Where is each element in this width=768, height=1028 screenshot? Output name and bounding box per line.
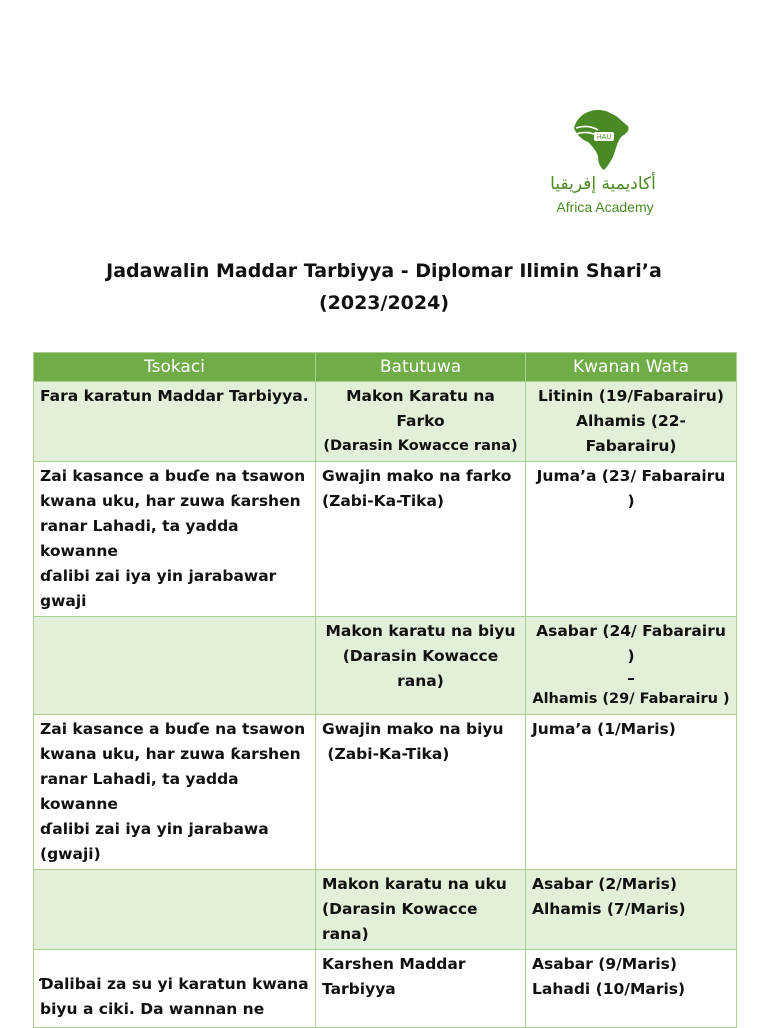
cell-batutuwa — [316, 462, 526, 617]
cell-text: Alhamis (29/ Fabarairu ) — [532, 691, 730, 707]
logo-badge: HAU — [596, 134, 612, 141]
cell-kwanan-wata — [526, 462, 737, 617]
table-header-row — [34, 353, 737, 382]
schedule-table — [33, 352, 737, 1028]
cell-batutuwa — [316, 715, 526, 870]
cell-text: Lahadi (10/Maris) — [532, 980, 686, 998]
table-row — [34, 715, 737, 870]
cell-batutuwa — [316, 950, 526, 1028]
cell-text: ranar Lahadi, ta yadda kowanne — [40, 517, 239, 560]
cell-tsokaci — [34, 462, 316, 617]
cell-text: Asabar (2/Maris) — [532, 875, 677, 893]
page-title: Jadawalin Maddar Tarbiyya - Diplomar Ilimin Shari’a — [106, 260, 662, 282]
cell-text: ranar Lahadi, ta yadda kowanne — [40, 770, 239, 813]
cell-text: rana) — [397, 672, 444, 690]
header-tsokaci: Tsokaci — [34, 353, 316, 382]
cell-tsokaci — [34, 617, 316, 715]
cell-tsokaci — [34, 870, 316, 950]
cell-kwanan-wata — [526, 715, 737, 870]
cell-text: Zai kasance a buɗe na tsawon — [40, 467, 306, 485]
cell-tsokaci — [34, 950, 316, 1028]
table-row — [34, 462, 737, 617]
cell-text: Ɗalibai za su yi karatun kwana — [40, 975, 309, 993]
cell-text: (Darasin Kowacce rana) — [323, 438, 518, 454]
cell-kwanan-wata — [526, 950, 737, 1028]
africa-academy-logo — [540, 100, 670, 220]
page-subtitle-year: (2023/2024) — [318, 292, 450, 314]
cell-text: Gwajin mako na farko — [322, 467, 512, 485]
cell-text: Juma’a (23/ Fabarairu ) — [536, 467, 726, 510]
cell-text: (gwaji) — [40, 845, 101, 863]
cell-text: Juma’a (1/Maris) — [532, 720, 676, 738]
cell-text: gwaji — [40, 592, 87, 610]
cell-text: Gwajin mako na biyu — [322, 720, 504, 738]
cell-text: Zai kasance a buɗe na tsawon — [40, 720, 306, 738]
table-row — [34, 617, 737, 715]
cell-tsokaci — [34, 715, 316, 870]
cell-text: – — [627, 669, 635, 687]
cell-text: ɗalibi zai iya yin jarabawa — [40, 820, 269, 838]
cell-text: Asabar (24/ Fabarairu ) — [536, 622, 726, 665]
logo-text-arabic: أكاديمية إفريقيا — [550, 174, 656, 194]
cell-text: Litinin (19/Fabarairu) — [538, 387, 724, 405]
africa-map-icon — [568, 104, 640, 176]
cell-kwanan-wata — [526, 382, 737, 462]
cell-text: Makon karatu na uku — [322, 875, 507, 893]
cell-text: rana) — [322, 925, 369, 943]
cell-text: kwana uku, har zuwa ƙarshen — [40, 492, 301, 510]
cell-text: Tarbiyya — [322, 980, 396, 998]
cell-kwanan-wata — [526, 870, 737, 950]
cell-text: Makon Karatu na Farko — [346, 387, 495, 430]
header-batutuwa: Batutuwa — [316, 353, 526, 382]
cell-text: kwana uku, har zuwa ƙarshen — [40, 745, 301, 763]
cell-text: (Darasin Kowacce — [342, 647, 499, 665]
logo-text-english: Africa Academy — [556, 199, 654, 215]
header-kwanan-wata: Kwanan Wata — [526, 353, 737, 382]
table-row — [34, 950, 737, 1028]
cell-text: biyu a ciki. Da wannan ne — [40, 1000, 265, 1018]
cell-batutuwa — [316, 870, 526, 950]
cell-text: (Zabi-Ka-Tika) — [322, 745, 450, 763]
cell-text: Alhamis (7/Maris) — [532, 900, 686, 918]
cell-text: (Zabi-Ka-Tika) — [322, 492, 444, 510]
cell-text: Makon karatu na biyu — [325, 622, 516, 640]
cell-text: ɗalibi zai iya yin jarabawar — [40, 567, 277, 585]
cell-text: Asabar (9/Maris) — [532, 955, 677, 973]
cell-text: Karshen Maddar — [322, 955, 466, 973]
cell-batutuwa — [316, 382, 526, 462]
cell-batutuwa — [316, 617, 526, 715]
cell-text: (Darasin Kowacce — [322, 900, 478, 918]
cell-text: Alhamis (22-Fabarairu) — [576, 412, 686, 455]
table-row — [34, 382, 737, 462]
table-row — [34, 870, 737, 950]
cell-text: Fara karatun Maddar Tarbiyya. — [40, 387, 309, 405]
cell-kwanan-wata — [526, 617, 737, 715]
cell-tsokaci — [34, 382, 316, 462]
